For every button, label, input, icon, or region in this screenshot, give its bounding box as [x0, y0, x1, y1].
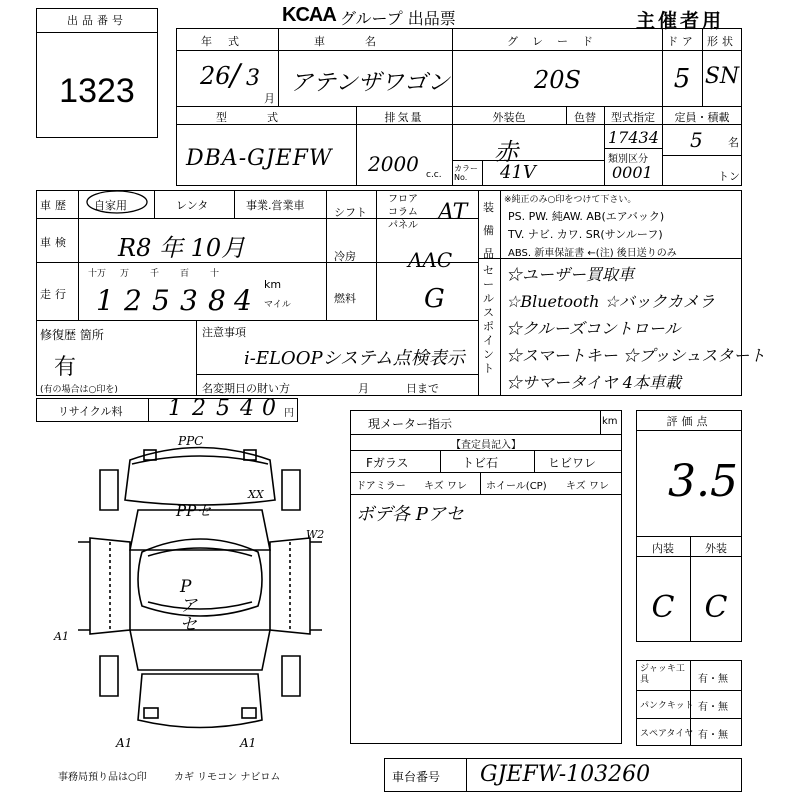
shape-value: SN — [704, 64, 740, 89]
header-logo: KCAA — [282, 4, 336, 26]
capacity-unit: 名 — [728, 136, 739, 149]
mileage-label: 走行 — [40, 288, 70, 301]
color-no-value: 41V — [500, 162, 536, 183]
damage-mark: A1 — [54, 630, 69, 643]
model-value: DBA-GJEFW — [186, 146, 333, 171]
wheel-value[interactable]: キズ ワレ — [566, 481, 609, 492]
sales-point-item: ☆ユーザー買取車 — [506, 265, 635, 284]
organizer-label: 主催者用 — [636, 10, 725, 32]
year-label: 年式 — [201, 35, 255, 48]
doors-value: 5 — [673, 64, 691, 94]
deadline-month: 月 — [358, 382, 369, 395]
equipment-line2[interactable]: TV. ナビ. カワ. SR(サンルーフ) — [508, 228, 663, 241]
mileage-digit: 8 — [208, 284, 226, 317]
color-change-label: 色替 — [574, 111, 596, 124]
jack-label: ジャッキ工具 — [640, 664, 685, 685]
exterior-color-value: 赤 — [494, 138, 518, 166]
fuel-label: 燃料 — [334, 292, 356, 305]
damage-mark: W2 — [306, 528, 325, 541]
deadline-label: 名変期日の財い方 — [202, 382, 290, 395]
glass-value[interactable]: トビ石 — [462, 456, 499, 470]
notes-value: i-ELOOPシステム点検表示 — [244, 348, 465, 369]
inspection-label: 車検 — [40, 236, 70, 249]
history-label: 車歴 — [40, 199, 70, 212]
mileage-digit: 1 — [96, 284, 114, 317]
sales-points-label: セールスポイント — [483, 264, 494, 375]
damage-mark: A1 — [240, 736, 257, 750]
mileage-km: km — [264, 278, 282, 291]
recycle-digit: 4 — [240, 396, 254, 421]
grade-label: グレード — [507, 35, 607, 48]
car-name-label: 車名 — [314, 35, 416, 48]
shift-opt-floor[interactable]: フロア — [388, 194, 418, 205]
inspector-heading: 【査定員記入】 — [451, 440, 521, 451]
lot-number-label: 出品番号 — [67, 14, 127, 27]
office-items: カギ リモコン ナビロム — [174, 772, 281, 783]
load-unit: トン — [718, 170, 740, 183]
notes-label: 注意事項 — [202, 326, 246, 339]
exterior-color-label: 外装色 — [492, 111, 526, 124]
model-label: 型式 — [216, 111, 318, 124]
deadline-day: 日まで — [406, 382, 439, 395]
type-designation-label: 型式指定 — [611, 111, 655, 124]
history-private-circle — [84, 186, 150, 216]
color-no-label: カラーNo. — [454, 164, 478, 182]
sales-point-item: ☆サマータイヤ 4本車載 — [506, 373, 681, 392]
damage-mark: A1 — [116, 736, 133, 750]
mileage-digit: 4 — [234, 284, 252, 317]
recycle-digit: 1 — [168, 396, 182, 421]
equipment-line1[interactable]: PS. PW. 純AW. AB(エアバック) — [508, 210, 665, 223]
capacity-value: 5 — [690, 128, 703, 152]
car-name-value: アテンザワゴン — [290, 70, 450, 96]
mileage-unit-10: 十 — [210, 269, 220, 279]
mileage-digit: 2 — [124, 284, 142, 317]
office-note: 事務局預り品は○印 — [58, 772, 147, 783]
jack-value[interactable]: 有・無 — [698, 674, 728, 685]
damage-mark: Pアセ — [180, 577, 197, 635]
damage-mark: XX — [248, 488, 264, 501]
wheel-label: ホイール(CP) — [486, 481, 547, 492]
history-business[interactable]: 事業.営業車 — [246, 199, 305, 212]
interior-value: C — [651, 590, 675, 625]
history-private[interactable]: 自家用 — [94, 199, 127, 212]
shift-value: AT — [438, 200, 468, 225]
repair-label: 修復歴 箇所 — [40, 328, 104, 342]
fuel-value: G — [424, 284, 445, 314]
capacity-label: 定員・積載 — [674, 111, 730, 124]
chassis-value: GJEFW-103260 — [480, 762, 651, 787]
puncture-label: パンクキット — [640, 701, 694, 711]
spare-label: スペアタイヤ — [640, 729, 694, 739]
sales-point-item: ☆スマートキー ☆プッシュスタート — [506, 346, 766, 365]
grade-value: 20S — [534, 66, 581, 94]
puncture-value[interactable]: 有・無 — [698, 702, 728, 713]
recycle-digit: 0 — [262, 396, 276, 421]
mirror-label: ドアミラー — [356, 481, 406, 492]
recycle-digit: 2 — [192, 396, 206, 421]
damage-mark: PPC — [178, 434, 204, 448]
history-rental[interactable]: レンタ — [176, 199, 209, 212]
lot-number: 1323 — [59, 72, 135, 110]
car-damage-diagram — [70, 430, 330, 750]
recycle-digit: 5 — [216, 396, 230, 421]
rating-label: 評価点 — [666, 415, 712, 428]
mileage-digit: 3 — [180, 284, 198, 317]
header-title: グループ 出品票 — [340, 9, 456, 28]
chassis-label: 車台番号 — [392, 770, 441, 784]
shape-label: 形状 — [707, 35, 737, 48]
mileage-unit-100: 百 — [180, 269, 190, 279]
aircon-value: AAC — [408, 248, 453, 272]
class-label: 類別区分 — [608, 154, 648, 165]
equipment-note: ※純正のみ○印をつけて下さい。 — [504, 195, 637, 205]
type-designation-value: 17434 — [608, 128, 659, 147]
mirror-value[interactable]: キズ ワレ — [424, 481, 467, 492]
recycle-label: リサイクル料 — [58, 405, 123, 418]
cc-unit: c.c. — [426, 170, 442, 180]
mileage-unit-10k: 万 — [120, 269, 130, 279]
displacement-value: 2000 — [368, 152, 419, 176]
displacement-label: 排気量 — [384, 111, 424, 124]
shift-opt-column[interactable]: コラム — [388, 207, 418, 218]
spare-value[interactable]: 有・無 — [698, 730, 728, 741]
aircon-label: 冷房 — [334, 250, 356, 263]
current-meter-label: 現メーター指示 — [368, 417, 453, 431]
damage-mark: PPセ — [176, 502, 212, 520]
inspection-value: R8 年 10月 — [118, 234, 246, 262]
year-value: 26 — [200, 62, 231, 90]
month-value: 3 — [246, 66, 260, 91]
mileage-digit: 5 — [152, 284, 170, 317]
shift-label: シフト — [334, 206, 367, 219]
mileage-unit-100k: 十万 — [88, 269, 107, 279]
shift-opt-panel[interactable]: パネル — [388, 220, 418, 231]
exterior-value: C — [704, 590, 728, 625]
year-slash: / — [230, 58, 241, 93]
equipment-line3[interactable]: ABS. 新車保証書 ←(注) 後日送りのみ — [508, 248, 677, 259]
rating-value: 3.5 — [668, 456, 738, 507]
glass-crack[interactable]: ヒビワレ — [548, 456, 597, 470]
repair-note: (有の場合は○印を) — [40, 385, 118, 395]
mileage-mile: マイル — [264, 300, 291, 310]
mileage-unit-1k: 千 — [150, 269, 160, 279]
current-meter-unit: km — [602, 416, 618, 427]
exterior-label: 外装 — [705, 542, 727, 555]
sales-point-item: ☆Bluetooth ☆バックカメラ — [506, 292, 715, 311]
class-value: 0001 — [612, 163, 653, 182]
repair-value: 有 — [54, 355, 77, 380]
sales-point-item: ☆クルーズコントロール — [506, 319, 681, 338]
inspector-comment: ボデ各 Pアセ — [356, 504, 464, 525]
doors-label: ドア — [667, 35, 697, 48]
recycle-unit: 円 — [284, 408, 294, 419]
interior-label: 内装 — [652, 542, 674, 555]
month-unit: 月 — [264, 92, 275, 105]
equipment-label: 装備品 — [483, 201, 494, 260]
glass-label: Fガラス — [366, 456, 409, 470]
